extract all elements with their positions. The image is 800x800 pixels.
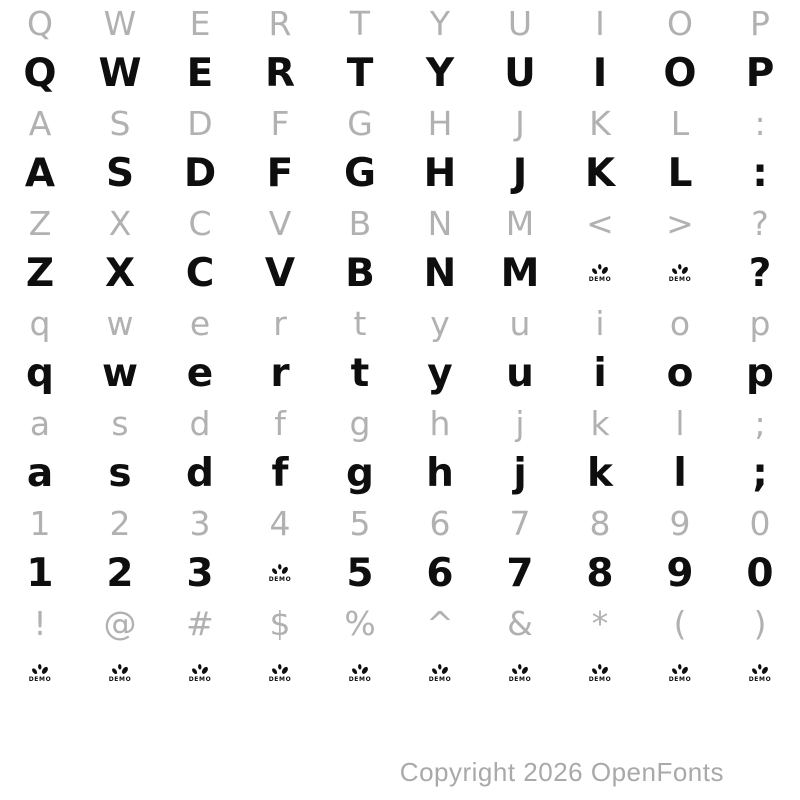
glyph-cell: f	[274, 403, 286, 443]
glyph-cell-demo-placeholder	[669, 663, 692, 683]
glyph-cell: r	[273, 303, 287, 343]
glyph-cell: B	[348, 203, 372, 243]
glyph-row-lowercase-asdf-preview	[0, 400, 800, 446]
glyph-cell: k	[590, 403, 610, 443]
glyph-cell: *	[591, 603, 609, 643]
demo-leaves-icon	[670, 263, 690, 276]
glyph-cell-demo-placeholder	[749, 663, 772, 683]
glyph-cell: :	[752, 150, 768, 196]
glyph-cell: :	[754, 103, 766, 143]
glyph-cell: t	[350, 350, 370, 396]
glyph-cell: &	[507, 603, 533, 643]
demo-leaves-icon	[270, 563, 290, 576]
glyph-cell: Z	[25, 250, 55, 296]
glyph-cell: l	[673, 450, 687, 496]
glyph-cell: h	[429, 403, 451, 443]
glyph-cell: E	[189, 3, 211, 43]
glyph-cell-demo-placeholder	[669, 263, 692, 283]
glyph-cell: k	[587, 450, 613, 496]
glyph-cell: 5	[346, 550, 374, 596]
glyph-cell-demo-placeholder	[589, 663, 612, 683]
glyph-cell: 8	[586, 550, 614, 596]
demo-marker-label: DEMO	[268, 576, 292, 583]
glyph-cell: 0	[746, 550, 774, 596]
glyph-row-symbols-specimen	[0, 650, 800, 696]
glyph-cell: A	[28, 103, 52, 143]
glyph-cell: X	[104, 250, 136, 296]
glyph-cell: 7	[509, 503, 531, 543]
glyph-cell: 2	[109, 503, 131, 543]
glyph-cell: e	[189, 303, 211, 343]
glyph-cell: 1	[26, 550, 54, 596]
demo-marker-label: DEMO	[748, 676, 772, 683]
glyph-cell-demo-placeholder	[269, 663, 292, 683]
demo-marker	[749, 663, 772, 683]
glyph-cell: P	[750, 3, 770, 43]
glyph-cell: ?	[748, 250, 772, 296]
glyph-cell: ?	[751, 203, 769, 243]
glyph-cell: f	[271, 450, 289, 496]
demo-leaves-icon	[590, 263, 610, 276]
glyph-cell: w	[106, 303, 134, 343]
glyph-cell: @	[103, 603, 137, 643]
glyph-cell: K	[584, 150, 616, 196]
glyph-row-uppercase-asdf-specimen	[0, 150, 800, 196]
glyph-cell: 1	[29, 503, 51, 543]
demo-marker	[189, 663, 212, 683]
demo-marker	[109, 663, 132, 683]
demo-marker	[509, 663, 532, 683]
glyph-cell: N	[427, 203, 453, 243]
glyph-cell: I	[595, 3, 605, 43]
glyph-cell: 6	[429, 503, 451, 543]
glyph-cell: L	[670, 103, 690, 143]
glyph-cell: S	[109, 103, 131, 143]
demo-marker-label: DEMO	[668, 676, 692, 683]
glyph-cell: P	[745, 50, 775, 96]
demo-marker	[349, 663, 372, 683]
glyph-cell: t	[353, 303, 367, 343]
glyph-cell: X	[108, 203, 132, 243]
glyph-row-uppercase-zxcv-preview	[0, 200, 800, 246]
glyph-cell: O	[667, 3, 693, 43]
glyph-cell: V	[264, 250, 296, 296]
glyph-cell-demo-placeholder	[109, 663, 132, 683]
demo-marker-label: DEMO	[588, 276, 612, 283]
glyph-cell: T	[346, 50, 374, 96]
glyph-cell: 3	[186, 550, 214, 596]
glyph-cell: L	[667, 150, 693, 196]
glyph-cell: !	[33, 603, 47, 643]
glyph-cell: s	[111, 403, 129, 443]
glyph-cell: 3	[189, 503, 211, 543]
copyright-text: Copyright 2026 OpenFonts	[399, 757, 724, 787]
demo-leaves-icon	[270, 663, 290, 676]
glyph-cell: J	[512, 150, 528, 196]
glyph-cell: ;	[752, 450, 768, 496]
glyph-cell: U	[504, 50, 536, 96]
demo-marker	[589, 263, 612, 283]
glyph-cell: G	[347, 103, 373, 143]
glyph-cell: U	[507, 3, 533, 43]
demo-marker	[669, 263, 692, 283]
demo-marker	[589, 663, 612, 683]
demo-leaves-icon	[510, 663, 530, 676]
demo-marker-label: DEMO	[668, 276, 692, 283]
glyph-cell: g	[349, 403, 371, 443]
glyph-cell: i	[595, 303, 605, 343]
glyph-cell: i	[593, 350, 607, 396]
glyph-cell: Y	[429, 3, 451, 43]
glyph-cell: (	[673, 603, 687, 643]
glyph-cell: D	[183, 150, 217, 196]
glyph-cell: p	[746, 350, 774, 396]
glyph-cell: g	[346, 450, 374, 496]
glyph-cell: $	[269, 603, 291, 643]
glyph-cell: %	[344, 603, 376, 643]
glyph-row-digits-specimen	[0, 550, 800, 596]
glyph-cell: q	[29, 303, 51, 343]
glyph-cell: d	[186, 450, 214, 496]
glyph-row-uppercase-asdf-preview	[0, 100, 800, 146]
glyph-row-uppercase-zxcv-specimen	[0, 250, 800, 296]
demo-leaves-icon	[750, 663, 770, 676]
glyph-cell: M	[500, 250, 540, 296]
glyph-cell: D	[187, 103, 213, 143]
demo-leaves-icon	[110, 663, 130, 676]
glyph-cell: 9	[666, 550, 694, 596]
demo-leaves-icon	[30, 663, 50, 676]
glyph-cell: Q	[27, 3, 53, 43]
glyph-cell: a	[29, 403, 51, 443]
glyph-cell: H	[423, 150, 457, 196]
glyph-cell-demo-placeholder	[589, 263, 612, 283]
glyph-cell: 2	[106, 550, 134, 596]
glyph-row-lowercase-qwerty-specimen	[0, 350, 800, 396]
glyph-cell: A	[24, 150, 56, 196]
demo-marker-label: DEMO	[588, 676, 612, 683]
glyph-row-uppercase-qwerty-preview	[0, 0, 800, 46]
demo-marker	[429, 663, 452, 683]
glyph-cell: r	[270, 350, 290, 396]
glyph-cell: E	[186, 50, 214, 96]
demo-marker-label: DEMO	[508, 676, 532, 683]
demo-marker-label: DEMO	[28, 676, 52, 683]
demo-marker	[29, 663, 52, 683]
demo-marker-label: DEMO	[108, 676, 132, 683]
glyph-cell: F	[266, 150, 294, 196]
glyph-cell-demo-placeholder	[189, 663, 212, 683]
demo-marker	[669, 663, 692, 683]
glyph-cell: y	[427, 350, 453, 396]
glyph-cell: K	[589, 103, 611, 143]
glyph-cell: R	[268, 3, 292, 43]
glyph-cell: o	[666, 350, 694, 396]
glyph-row-uppercase-qwerty-specimen	[0, 50, 800, 96]
glyph-cell: 8	[589, 503, 611, 543]
demo-marker-label: DEMO	[188, 676, 212, 683]
glyph-cell: H	[427, 103, 453, 143]
demo-marker-label: DEMO	[268, 676, 292, 683]
glyph-cell: >	[666, 203, 694, 243]
glyph-cell: l	[675, 403, 685, 443]
glyph-cell: N	[423, 250, 457, 296]
glyph-cell: O	[663, 50, 697, 96]
demo-marker-label: DEMO	[428, 676, 452, 683]
glyph-cell: )	[753, 603, 767, 643]
glyph-cell: u	[509, 303, 531, 343]
glyph-cell: j	[513, 450, 527, 496]
glyph-cell: a	[26, 450, 54, 496]
glyph-cell: B	[345, 250, 375, 296]
glyph-cell: d	[189, 403, 211, 443]
glyph-cell-demo-placeholder	[509, 663, 532, 683]
glyph-cell: J	[515, 103, 525, 143]
glyph-cell: Q	[23, 50, 57, 96]
glyph-cell: o	[669, 303, 691, 343]
glyph-cell: Z	[28, 203, 52, 243]
glyph-cell: C	[188, 203, 212, 243]
glyph-cell: S	[105, 150, 135, 196]
demo-marker-label: DEMO	[348, 676, 372, 683]
glyph-cell: T	[349, 3, 371, 43]
glyph-cell-demo-placeholder	[269, 563, 292, 583]
glyph-cell-demo-placeholder	[29, 663, 52, 683]
glyph-cell: <	[586, 203, 614, 243]
glyph-cell: ^	[426, 603, 454, 643]
glyph-cell: I	[592, 50, 608, 96]
demo-leaves-icon	[190, 663, 210, 676]
glyph-cell: 6	[426, 550, 454, 596]
glyph-cell: y	[430, 303, 450, 343]
glyph-cell: W	[98, 50, 142, 96]
glyph-cell: Y	[425, 50, 455, 96]
glyph-cell: h	[426, 450, 454, 496]
glyph-cell: w	[101, 350, 139, 396]
glyph-cell: 4	[269, 503, 291, 543]
glyph-row-symbols-preview	[0, 600, 800, 646]
glyph-cell: 0	[749, 503, 771, 543]
glyph-cell: ;	[754, 403, 766, 443]
glyph-cell: s	[108, 450, 132, 496]
glyph-cell: p	[749, 303, 771, 343]
glyph-cell: F	[270, 103, 290, 143]
glyph-cell: V	[268, 203, 292, 243]
demo-leaves-icon	[430, 663, 450, 676]
glyph-cell: q	[26, 350, 54, 396]
glyph-cell: 5	[349, 503, 371, 543]
glyph-cell: G	[343, 150, 376, 196]
glyph-cell: #	[186, 603, 214, 643]
glyph-cell: j	[515, 403, 525, 443]
glyph-cell: 7	[506, 550, 534, 596]
glyph-row-lowercase-qwerty-preview	[0, 300, 800, 346]
demo-marker	[269, 563, 292, 583]
glyph-row-digits-preview	[0, 500, 800, 546]
glyph-cell: W	[103, 3, 137, 43]
glyph-cell: u	[506, 350, 534, 396]
glyph-cell-demo-placeholder	[349, 663, 372, 683]
glyph-row-lowercase-asdf-specimen	[0, 450, 800, 496]
demo-leaves-icon	[590, 663, 610, 676]
glyph-cell-demo-placeholder	[429, 663, 452, 683]
demo-marker	[269, 663, 292, 683]
glyph-cell: e	[186, 350, 214, 396]
demo-leaves-icon	[670, 663, 690, 676]
glyph-cell: C	[185, 250, 215, 296]
demo-leaves-icon	[350, 663, 370, 676]
glyph-cell: 9	[669, 503, 691, 543]
glyph-cell: R	[264, 50, 296, 96]
glyph-cell: M	[505, 203, 535, 243]
